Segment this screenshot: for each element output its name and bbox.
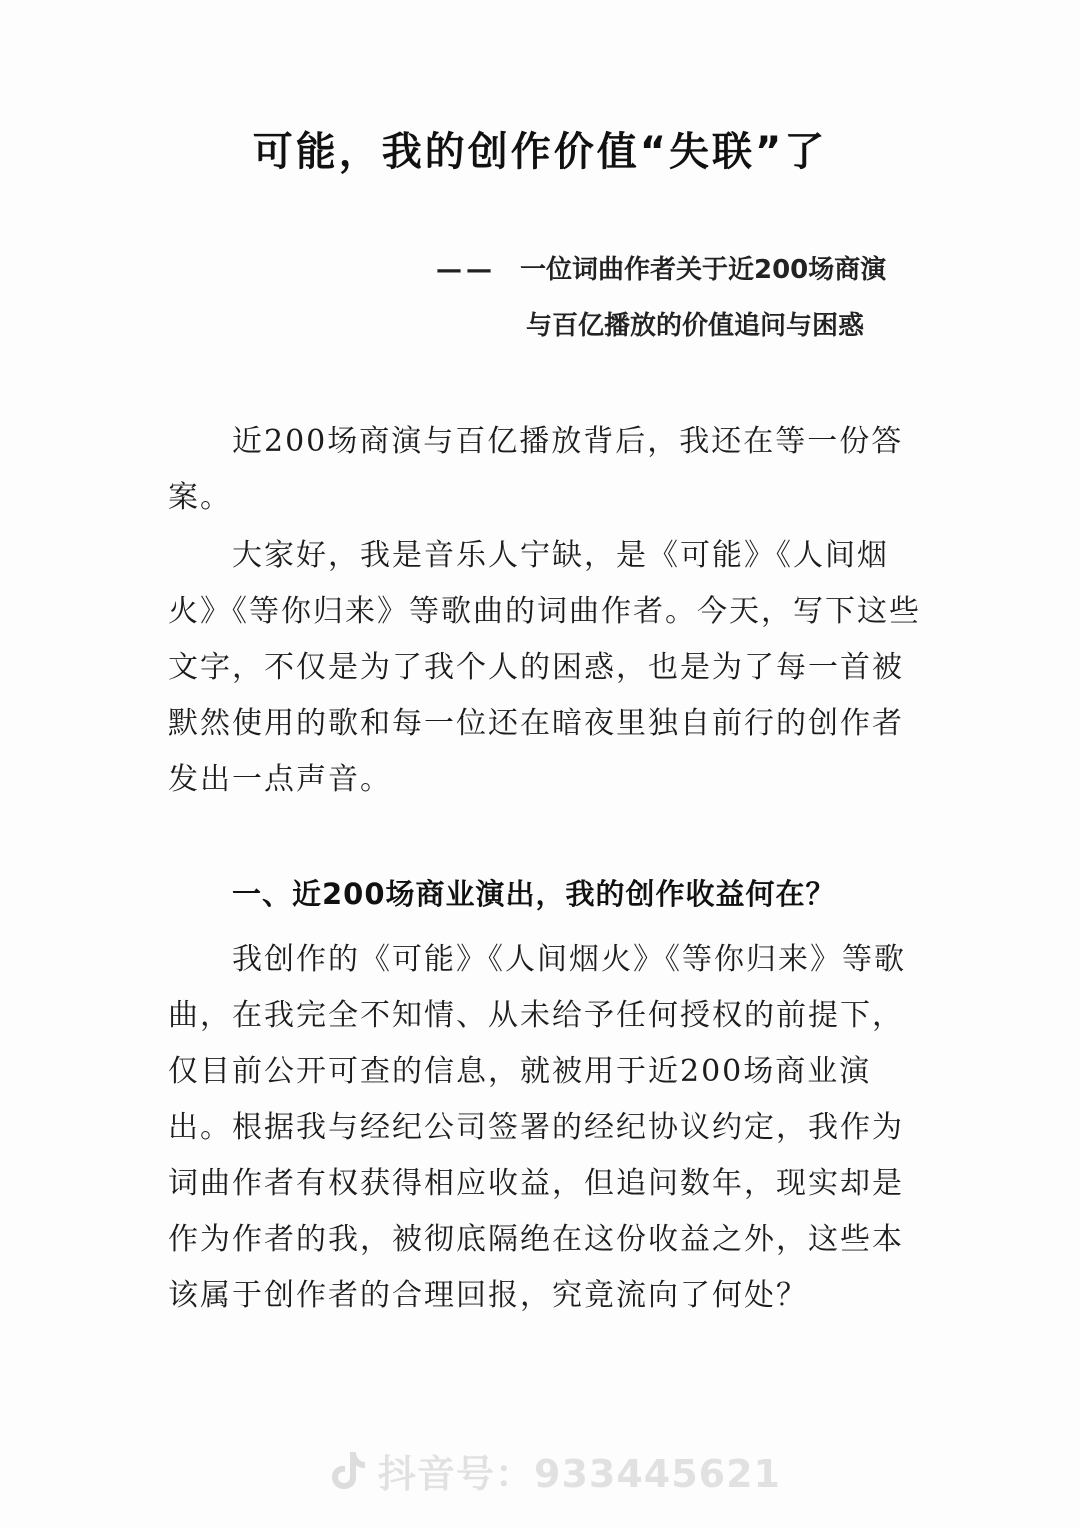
paragraph-greeting: 大家好，我是音乐人宁缺，是《可能》《人间烟火》《等你归来》等歌曲的词曲作者。今天，写下这些文字，不仅是为了我个人的困惑，也是为了每一首被默然使用的歌和每一位还在暗夜里独自前行的创作者发出一点声音。	[168, 538, 921, 797]
paragraph-intro: 近200场商演与百亿播放背后，我还在等一份答案。	[168, 424, 904, 515]
section-heading-1: 一、近200场商业演出，我的创作收益何在？	[232, 877, 836, 911]
subtitle-dash: ——	[436, 255, 496, 285]
subtitle-line-1	[436, 250, 886, 290]
document-title: 可能，我的创作价值“失联”了	[252, 129, 828, 175]
subtitle-line-2: 与百亿播放的价值追问与困惑	[526, 311, 865, 341]
watermark-text: 抖音号：933445621	[378, 1451, 781, 1496]
watermark	[330, 1440, 781, 1500]
paragraph-section-1: 我创作的《可能》《人间烟火》《等你归来》等歌曲，在我完全不知情、从未给予任何授权的前提下，仅目前公开可查的信息，就被用于近200场商业演出。根据我与经纪公司签署的经纪协议约定，我作为词曲作者有权获得相应收益，但追问数年，现实却是作为作者的我，被彻底隔绝在这份收益之外，这些本该属于创作者的合理回报，究竟流向了何处？	[168, 942, 906, 1313]
subtitle-text-1: 一位词曲作者关于近200场商演	[520, 255, 887, 285]
douyin-logo-icon	[330, 1450, 366, 1490]
